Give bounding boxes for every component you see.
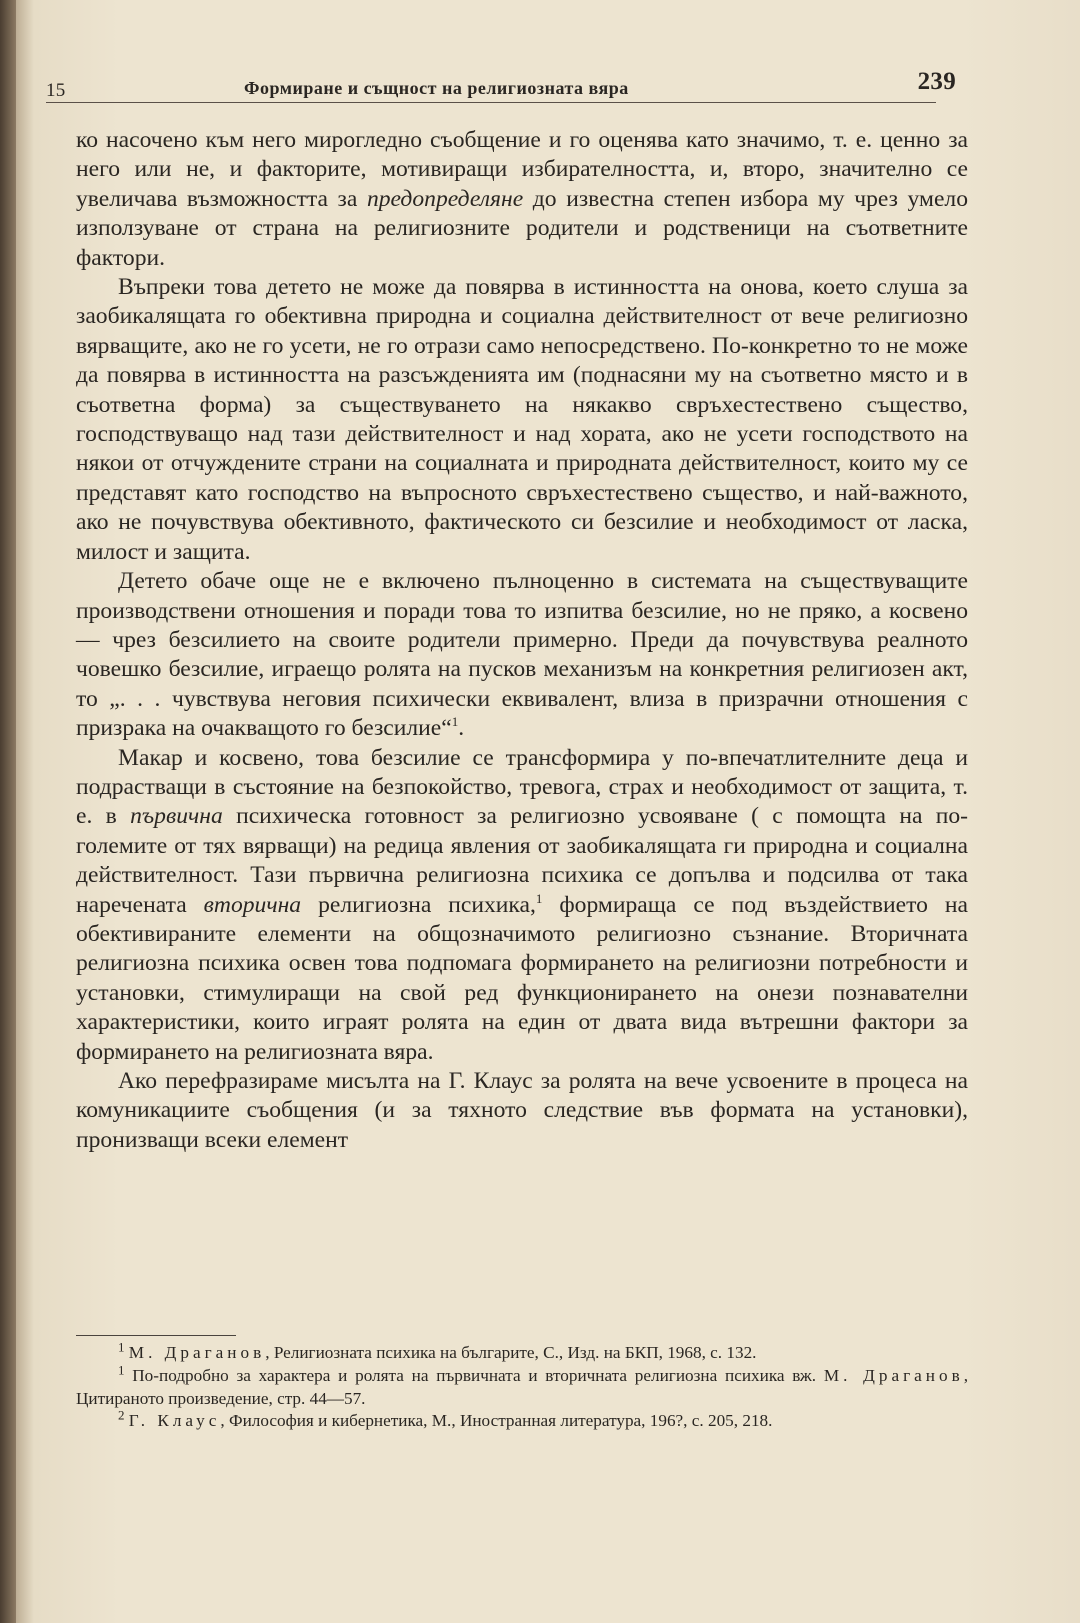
paragraph [76, 744, 968, 1067]
paragraph-text: Детето обаче още не е включено пълноценно в системата на съществуващите производствени отношения и поради това то изпитва безсилие, но не пряко, а косвено — чрез безсилието на своите родители примерно. Преди да почувствува реалното човешко безсилие, играещо ролята на пусков механизъм на конкретния религиозен акт, то „. . . чувствува неговия психически еквивалент, влиза в призрачни отношения с призрака на очакващото го безсилие“ [76, 568, 968, 742]
emphasis-text: първична [130, 803, 223, 830]
paragraph-text: Макар и косвено, това безсилие се трансформира у по-впечатлителните деца и подрастващи в състояние на безпокойство, тревога, страх и необходимост от защита, т. е. в [76, 744, 968, 830]
paragraph [76, 273, 968, 567]
footnote-text: По-подробно за характера и ролята на първичната и вторичната религиозна психика вж. [132, 1365, 824, 1385]
body-text [76, 126, 968, 1155]
book-spine-edge [0, 0, 16, 1623]
footnote-text: , Цитираното произведение, стр. 44—57. [76, 1365, 969, 1408]
footnote-ref: 1 [535, 890, 543, 906]
paragraph [76, 126, 968, 273]
paragraph-text: ко насочено към него мирогледно съобщение и го оценява като значимо, т. е. ценно за него или не, и факторите, мотивиращи избирателността, и, второ, значително се увеличава възможността за [76, 127, 968, 212]
header-rule [46, 102, 936, 103]
footnotes [76, 1339, 969, 1433]
footnote [76, 1407, 968, 1433]
footnote-separator [76, 1335, 236, 1336]
footnote [76, 1339, 968, 1365]
paragraph [76, 567, 968, 743]
emphasis-text: вторична [203, 891, 302, 918]
emphasis-text: предопределяне [366, 185, 524, 212]
running-header [46, 68, 956, 102]
footnote-mark: 1 [118, 1339, 125, 1355]
footnote-text: , Философия и кибернетика, М., Иностранная литература, 196?, с. 205, 218. [220, 1411, 773, 1431]
footnote-text: , Религиозната психика на българите, С., Изд. на БКП, 1968, с. 132. [265, 1343, 757, 1362]
paragraph-text: религиозна психика, [301, 891, 536, 918]
footnote-author: М. Драганов [823, 1365, 964, 1385]
running-title: Формиране и същност на религиозната вяра [244, 78, 629, 98]
footnote-ref: 1 [451, 714, 459, 730]
paragraph-text: психическа готовност за религиозно усвояване ( с помощта на по-големите от тях вярващи) на редица явления от заобикалящата ги природна и социална действителност. Тази първична религиозна психика се допълва и подсилва от така наречената [76, 803, 969, 918]
paragraph-text: формираща се под въздействието на обективираните елементи на общозначимото религиозно съзнание. Вторичната религиозна психика освен това подпомага формирането на религиозни потребности и установки, стимулиращи на свой ред функционирането на онези познавателни характеристики, които играят ролята на един от двата вида вътрешни фактори за формирането на религиозната вяра. [76, 891, 968, 1065]
footnote-mark: 2 [118, 1407, 125, 1423]
paragraph [76, 1067, 968, 1155]
footnote-author: Г. Клаус [128, 1411, 221, 1431]
chapter-number: 15 [46, 80, 66, 101]
paragraph-text: до известна степен избора му чрез умело използуване от страна на религиозните родители и родственици на съответните фактори. [76, 185, 969, 271]
paragraph-text: Въпреки това детето не може да повярва в истинността на онова, което слуша за заобикалящата го обективна природна и социална действителност от вече религиозно вярващите, ако не го усети, не го отрази само непосредствено. По-конкретно то не може да повярва в истинността на разсъжденията им (поднасяни му на съответно място и в съответна форма) за съществуването на някакво свръхестествено същество, господствуващо над тази действителност и над хората, ако не усети господството на някои от отчуждените страни на социалната и природната действителност, които му се представят като господство на въпросното свръхестествено същество, и най-важното, ако не почувствува обективното, фактическото си безсилие и необходимост от ласка, милост и защита. [76, 274, 968, 565]
footnote-author: М. Драганов [128, 1343, 266, 1362]
paragraph-text: . [458, 715, 465, 742]
paragraph-text: Ако перефразираме мисълта на Г. Клаус за ролята на вече усвоените в процеса на комуникациите съобщения (и за тяхното следствие във формата на установки), пронизващи всеки елемент [76, 1068, 968, 1153]
footnote-mark: 1 [118, 1362, 125, 1378]
page-number: 239 [917, 68, 956, 95]
footnote [76, 1362, 969, 1411]
